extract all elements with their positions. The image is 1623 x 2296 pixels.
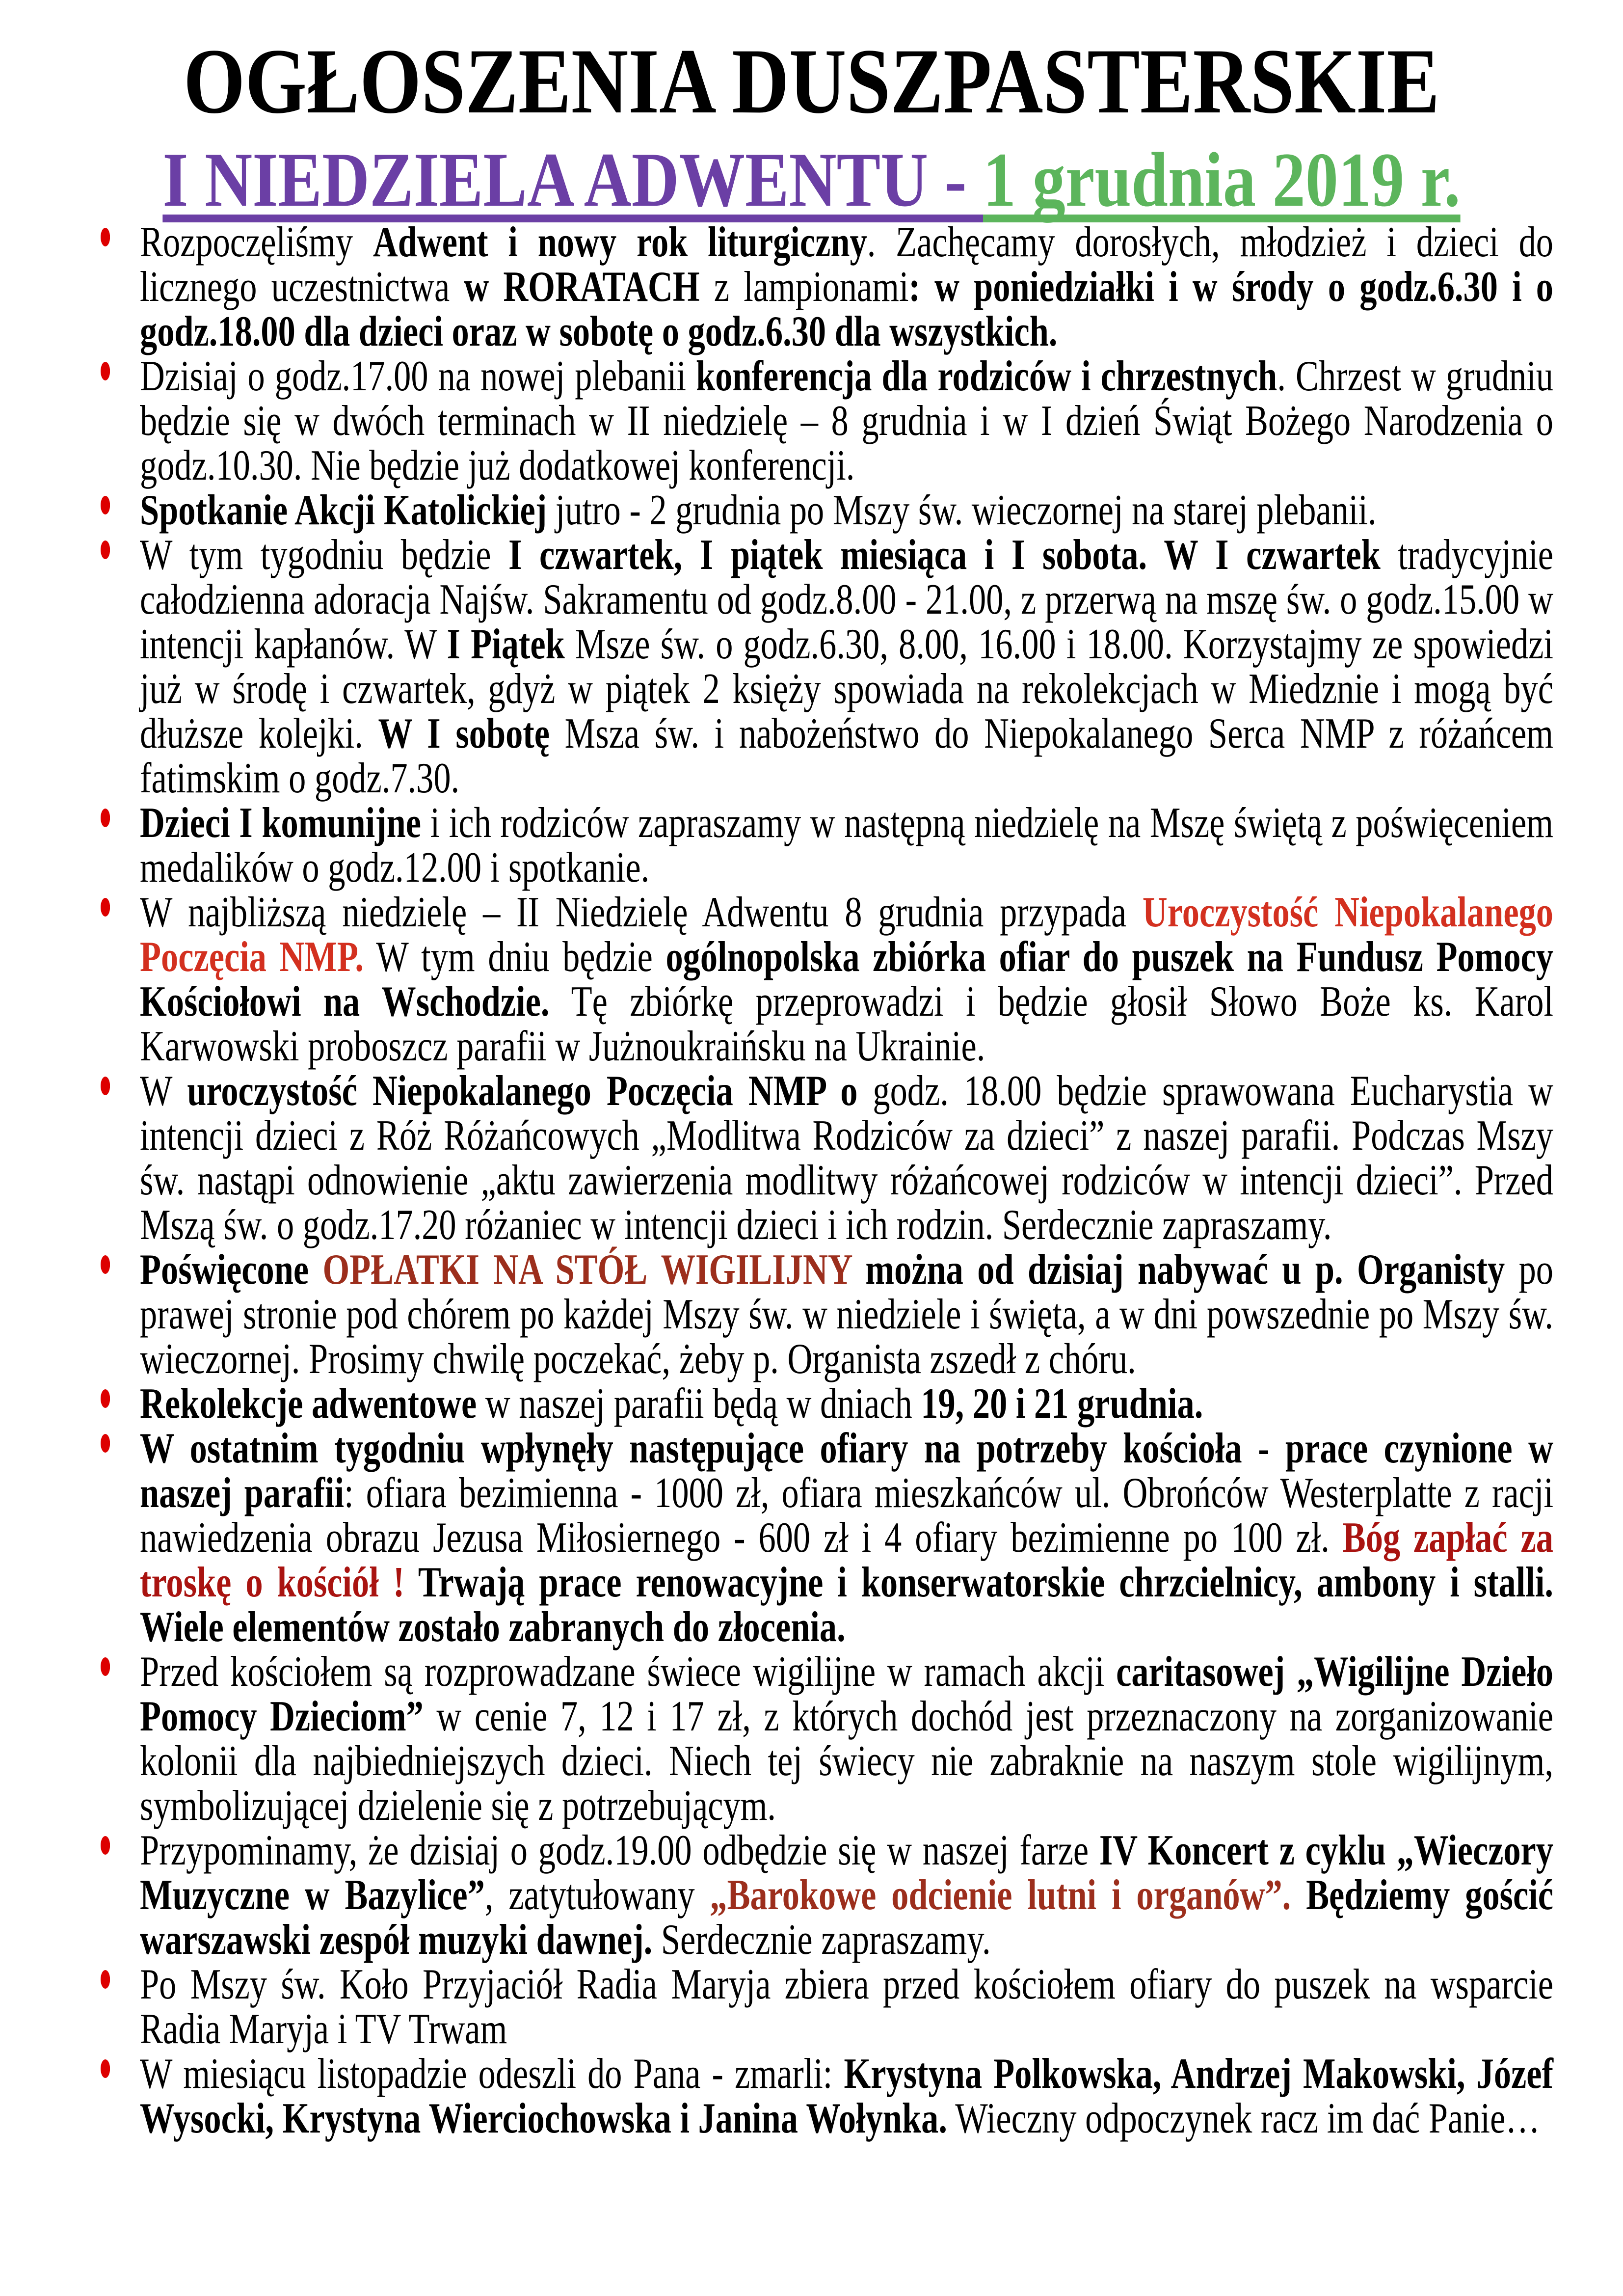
announcement-text xyxy=(140,889,1553,1070)
text-segment: w naszej parafii będą w dniach xyxy=(477,1380,921,1428)
text-segment: tradycyjnie całodzienna adoracja Najśw. Sakramentu od godz.8.00 - 21.00, z przerwą na mszę św. o godz.15.00 w intencji kapłanów. W xyxy=(140,531,1553,668)
bullet-icon xyxy=(101,1836,110,1855)
text-segment: Adwent i nowy rok liturgiczny xyxy=(372,218,867,266)
text-segment: Krystyna Polkowska, Andrzej Makowski, Józef Wysocki, Krystyna Wierciochowska i Janina Wołynka. xyxy=(140,2050,1553,2142)
page-title-text: OGŁOSZENIA DUSZPASTERSKIE xyxy=(183,30,1440,133)
text-segment: jutro - 2 grudnia po Mszy św. wieczornej na starej plebanii. xyxy=(547,486,1377,534)
text-segment: W najbliższą niedzielę – II Niedzielę Adwentu 8 grudnia przypada xyxy=(140,889,1143,936)
text-segment: OPŁATKI NA STÓŁ WIGILIJNY xyxy=(322,1246,852,1294)
announcement-item xyxy=(140,1962,1553,2052)
announcement-text xyxy=(140,352,1553,489)
text-segment: 19, 20 i 21 grudnia. xyxy=(921,1380,1203,1428)
announcement-item xyxy=(140,1828,1553,1962)
announcement-item xyxy=(140,533,1553,801)
text-segment: caritasowej „Wigilijne Dzieło Pomocy Dzieciom” xyxy=(140,1648,1554,1740)
text-segment: w RORATACH xyxy=(464,263,700,311)
text-segment: Przypominamy, że dzisiaj o godz.19.00 odbędzie się w naszej farze xyxy=(140,1827,1099,1874)
announcement-item xyxy=(140,2052,1553,2141)
text-segment: Trwają prace renowacyjne i konserwatorskie chrzcielnicy, ambony i stalli. Wiele elementów zostało zabranych do złocenia. xyxy=(140,1559,1553,1651)
bullet-icon xyxy=(101,809,110,827)
text-segment: Rozpoczęliśmy xyxy=(140,218,373,266)
announcement-item xyxy=(140,801,1553,890)
text-segment: Po Mszy św. Koło Przyjaciół Radia Maryja zbiera przed kościołem ofiary do puszek na wsparcie Radia Maryja i TV Trwam xyxy=(140,1961,1553,2053)
bullet-icon xyxy=(101,1255,110,1274)
text-segment: Wieczny odpoczynek racz im dać Panie… xyxy=(947,2095,1540,2142)
text-segment: „Barokowe odcienie lutni i organów”. xyxy=(710,1871,1291,1919)
page-title xyxy=(0,30,1623,133)
bullet-icon xyxy=(101,1434,110,1453)
announcement-text xyxy=(140,1827,1553,1964)
subtitle-right: 1 grudnia 2019 r. xyxy=(983,137,1461,223)
text-segment: Uroczystość Niepokalanego Poczęcia NMP. xyxy=(140,889,1554,981)
announcement-text xyxy=(140,1067,1553,1249)
text-segment: Msza św. i nabożeństwo do Niepokalanego Serca NMP z różańcem fatimskim o godz.7.30. xyxy=(140,710,1554,802)
text-segment: I Piątek xyxy=(447,621,565,668)
text-segment: Msze św. o godz.6.30, 8.00, 16.00 i 18.00. Korzystajmy ze spowiedzi już w środę i czwartek, gdyż w piątek 2 księży spowiada na rekolekcjach w Miedznie i mogą być dłuższe kolejki. xyxy=(140,621,1553,757)
text-segment: Tę zbiórkę przeprowadzi i będzie głosił Słowo Boże ks. Karol Karwowski proboszcz parafii w Jużnoukraińsku na Ukrainie. xyxy=(140,978,1553,1070)
text-segment: Dzieci I komunijne xyxy=(140,799,422,847)
announcement-item xyxy=(140,890,1553,1069)
text-segment: godz. 18.00 będzie sprawowana Eucharystia w intencji dzieci z Róż Różańcowych „Modlitwa Rodziców za dzieci” z naszej parafii. Podczas Mszy św. nastąpi odnowienie „aktu zawierzenia modlitwy różańcowej rodziców w intencji dzieci”. Przed Mszą św. o godz.17.20 różaniec w intencji dzieci i ich rodzin. Serdecznie zapraszamy. xyxy=(140,1067,1554,1249)
announcement-text xyxy=(140,218,1553,355)
text-segment: ogólnopolska zbiórka ofiar do puszek na Fundusz Pomocy Kościołowi na Wschodzie. xyxy=(140,933,1553,1026)
announcement-item xyxy=(140,1247,1553,1381)
bullet-icon xyxy=(101,1657,110,1676)
bullet-icon xyxy=(101,2059,110,2078)
text-segment: : ofiara bezimienna - 1000 zł, ofiara mieszkańców ul. Obrońców Westerplatte z racji nawiedzenia obrazu Jezusa Miłosiernego - 600 zł i 4 ofiary bezimienne po 100 zł. xyxy=(140,1469,1554,1562)
text-segment: W xyxy=(140,1067,187,1115)
bullet-icon xyxy=(101,898,110,917)
announcement-text xyxy=(140,799,1553,891)
subtitle-text xyxy=(162,134,1460,227)
bullet-icon xyxy=(101,1077,110,1095)
announcement-text xyxy=(140,2050,1553,2142)
text-segment: Spotkanie Akcji Katolickiej xyxy=(140,486,547,534)
text-segment: W tym dniu będzie xyxy=(364,933,666,981)
announcement-text xyxy=(140,486,1377,534)
text-segment: W ostatnim tygodniu wpłynęły następujące ofiary na potrzeby kościoła - prace czynione w naszej parafii xyxy=(140,1425,1553,1517)
text-segment: W I sobotę xyxy=(378,710,550,757)
text-segment: Poświęcone xyxy=(140,1246,323,1294)
announcement-item xyxy=(140,1426,1553,1649)
text-segment: , zatytułowany xyxy=(484,1871,710,1919)
announcement-item xyxy=(140,488,1553,533)
subtitle-left: I NIEDZIELA ADWENTU - xyxy=(162,137,984,223)
announcement-item xyxy=(140,220,1553,354)
text-segment: Dzisiaj o godz.17.00 na nowej plebanii xyxy=(140,352,696,400)
text-segment: w cenie 7, 12 i 17 zł, z których dochód jest przeznaczony na zorganizowanie kolonii dla najbiedniejszych dzieci. Niech tej świecy nie zabraknie na naszym stole wigilijnym, symbolizującej dzielenie się z potrzebującym. xyxy=(140,1693,1554,1830)
announcement-text xyxy=(140,1961,1553,2053)
announcements-list xyxy=(140,220,1553,2141)
text-segment: Rekolekcje adwentowe xyxy=(140,1380,477,1428)
bullet-icon xyxy=(101,1389,110,1408)
announcement-text xyxy=(140,1648,1553,1830)
bullet-icon xyxy=(101,362,110,380)
text-segment: i ich rodziców zapraszamy w następną niedzielę na Mszę świętą z poświęceniem medalików o godz.12.00 i spotkanie. xyxy=(140,799,1554,891)
text-segment: z lampionami xyxy=(699,263,909,311)
text-segment: : w poniedziałki i w środy o godz.6.30 i o godz.18.00 dla dzieci oraz w sobotę o godz.6.30 dla wszystkich. xyxy=(140,263,1554,355)
announcement-item xyxy=(140,354,1553,488)
announcement-item xyxy=(140,1649,1553,1828)
text-segment: można od dzisiaj nabywać u p. Organisty xyxy=(851,1246,1505,1294)
text-segment: . Zachęcamy dorosłych, młodzież i dzieci do licznego uczestnictwa xyxy=(140,218,1553,311)
text-segment: Będziemy gościć warszawski zespół muzyki dawnej. xyxy=(140,1871,1554,1964)
announcement-text xyxy=(140,1380,1203,1428)
text-segment: W miesiącu listopadzie odeszli do Pana - zmarli: xyxy=(140,2050,844,2098)
announcement-item xyxy=(140,1381,1553,1426)
bullet-icon xyxy=(101,540,110,559)
text-segment: Bóg zapłać za troskę o kościół ! xyxy=(140,1514,1554,1606)
announcement-text xyxy=(140,1246,1553,1383)
announcement-item xyxy=(140,1069,1553,1247)
text-segment: IV Koncert z cyklu „Wieczory Muzyczne w Bazylice” xyxy=(140,1827,1553,1919)
text-segment: uroczystość Niepokalanego Poczęcia NMP o xyxy=(187,1067,858,1115)
text-segment: konferencja dla rodziców i chrzestnych xyxy=(696,352,1277,400)
text-segment: po prawej stronie pod chórem po każdej Mszy św. w niedziele i święta, a w dni powszednie po Mszy św. wieczornej. Prosimy chwilę poczekać, żeby p. Organista zszedł z chóru. xyxy=(140,1246,1553,1383)
announcement-text xyxy=(140,1425,1553,1651)
text-segment: . Chrzest w grudniu będzie się w dwóch terminach w II niedzielę – 8 grudnia i w I dzień Świąt Bożego Narodzenia o godz.10.30. Nie będzie już dodatkowej konferencji. xyxy=(140,352,1553,489)
text-segment: Serdecznie zapraszamy. xyxy=(652,1916,991,1964)
bullet-icon xyxy=(101,1970,110,1989)
text-segment: Przed kościołem są rozprowadzane świece wigilijne w ramach akcji xyxy=(140,1648,1117,1696)
bullet-icon xyxy=(101,496,110,514)
text-segment: W tym tygodniu będzie xyxy=(140,531,509,579)
page-subtitle xyxy=(0,134,1623,227)
announcement-text xyxy=(140,531,1553,802)
bullet-icon xyxy=(101,228,110,246)
text-segment: I czwartek, I piątek miesiąca i I sobota. W I czwartek xyxy=(508,531,1381,579)
